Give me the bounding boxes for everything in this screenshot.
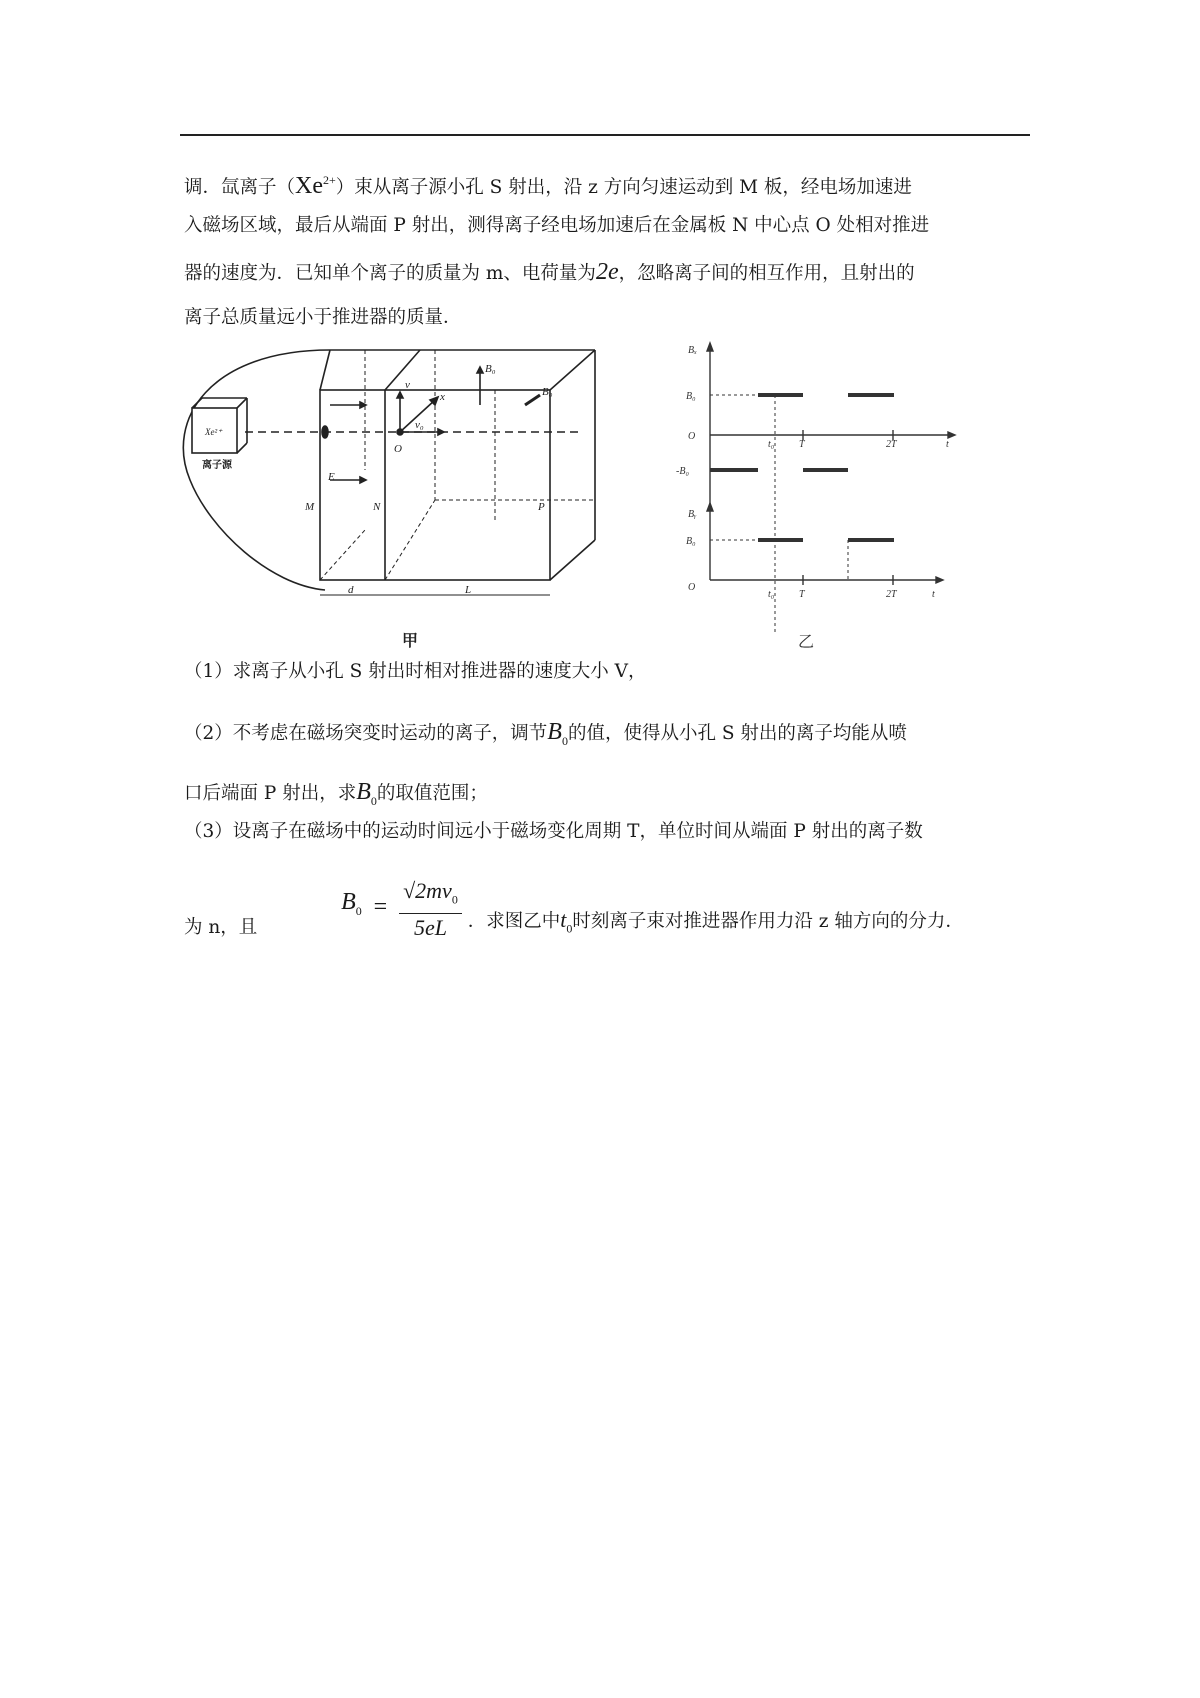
source-text: Xe²⁺	[205, 427, 222, 437]
figure-field-graphs	[670, 335, 960, 655]
b-letter: B	[341, 889, 356, 916]
bx-level: B₀	[686, 391, 696, 402]
question-3-line-1: （3）设离子在磁场中的运动时间远小于磁场变化周期 T，单位时间从端面 P 射出的离子数	[184, 821, 923, 842]
bx-neg-level: -B₀	[676, 466, 689, 477]
bx-t0: t₀	[768, 439, 775, 450]
label-n: N	[373, 501, 381, 513]
formula-lhs	[341, 888, 362, 925]
question-3-line-2	[184, 860, 964, 940]
question-2-line-1	[184, 718, 907, 755]
label-b0-y: B₀	[485, 363, 496, 375]
label-d: d	[348, 584, 354, 596]
bx-t: t	[946, 439, 949, 450]
by-level: B₀	[686, 536, 696, 547]
para-line-1	[184, 166, 912, 202]
b0-symbol	[547, 719, 568, 748]
text-span: 器的速度为．已知单个离子的质量为 m、电荷量为	[184, 263, 596, 284]
label-v: v	[405, 379, 410, 391]
label-b0-x: B₀	[542, 386, 553, 398]
b0-symbol	[356, 779, 377, 808]
label-l: L	[465, 584, 472, 596]
text-span: （2）不考虑在磁场突变时运动的离子，调节	[184, 723, 548, 744]
question-1: （1）求离子从小孔 S 射出时相对推进器的速度大小 V，	[184, 661, 647, 682]
bx-2T: 2T	[886, 439, 897, 450]
label-e: E	[328, 471, 335, 483]
by-2T: 2T	[886, 589, 897, 600]
charge-symbol: 2e	[595, 259, 619, 285]
ion-symbol	[295, 173, 336, 199]
label-m: M	[305, 501, 315, 513]
ion-charge: 2+	[323, 173, 336, 187]
label-v0: v₀	[415, 419, 424, 431]
text-span: 为 n，且	[184, 917, 258, 939]
t-letter: t	[560, 907, 567, 932]
num-sub: 0	[451, 892, 458, 907]
by-t0: t₀	[768, 589, 775, 600]
b-sub: 0	[370, 793, 377, 808]
q3-tail	[468, 906, 964, 942]
caption-jia: 甲	[402, 633, 419, 650]
ion-name: Xe	[295, 173, 323, 199]
para-line-2: 入磁场区域，最后从端面 P 射出，测得离子经电场加速后在金属板 N 中心点 O 处相对推进	[184, 215, 930, 236]
caption-yi: 乙	[798, 634, 815, 651]
formula-fraction	[399, 877, 462, 942]
b-letter: B	[356, 779, 371, 805]
text-span: ．求图乙中	[467, 911, 561, 932]
b-sub: 0	[355, 904, 362, 919]
para-line-3	[184, 258, 915, 288]
t-sub: 0	[566, 921, 573, 936]
text-span: 口后端面 P 射出，求	[184, 783, 357, 804]
para-line-4: 离子总质量远小于推进器的质量．	[184, 307, 462, 328]
text-span: ）束从离子源小孔 S 射出，沿 z 方向匀速运动到 M 板，经电场加速进	[335, 177, 912, 198]
bx-label: Bₓ	[688, 345, 697, 356]
b-sub: 0	[561, 733, 568, 748]
label-x: x	[440, 391, 445, 403]
label-p: P	[538, 501, 545, 513]
figure-apparatus	[180, 340, 650, 660]
text-span: 时刻离子束对推进器作用力沿 z 轴方向的分力．	[572, 911, 964, 932]
label-o: O	[394, 443, 402, 455]
question-2-line-2	[184, 778, 488, 815]
text-span: 的取值范围；	[376, 783, 488, 804]
by-label: Bᵧ	[688, 509, 697, 520]
formula-equals: =	[373, 893, 388, 920]
source-label: 离子源	[202, 460, 232, 471]
by-origin: O	[688, 582, 696, 593]
formula-denominator: 5eL	[413, 915, 447, 941]
num-text: √2mv	[403, 878, 452, 903]
text-span: ，忽略离子间的相互作用，且射出的	[618, 263, 915, 284]
by-t: t	[932, 589, 935, 600]
by-T: T	[799, 589, 805, 600]
bx-T: T	[799, 439, 805, 450]
formula-numerator	[399, 877, 462, 914]
bx-origin: O	[688, 431, 696, 442]
text-span: 调．氙离子（	[184, 177, 296, 198]
t0-symbol	[560, 907, 573, 936]
b-letter: B	[547, 719, 562, 745]
header-rule	[180, 134, 1030, 136]
text-span: 的值，使得从小孔 S 射出的离子均能从喷	[567, 723, 907, 744]
